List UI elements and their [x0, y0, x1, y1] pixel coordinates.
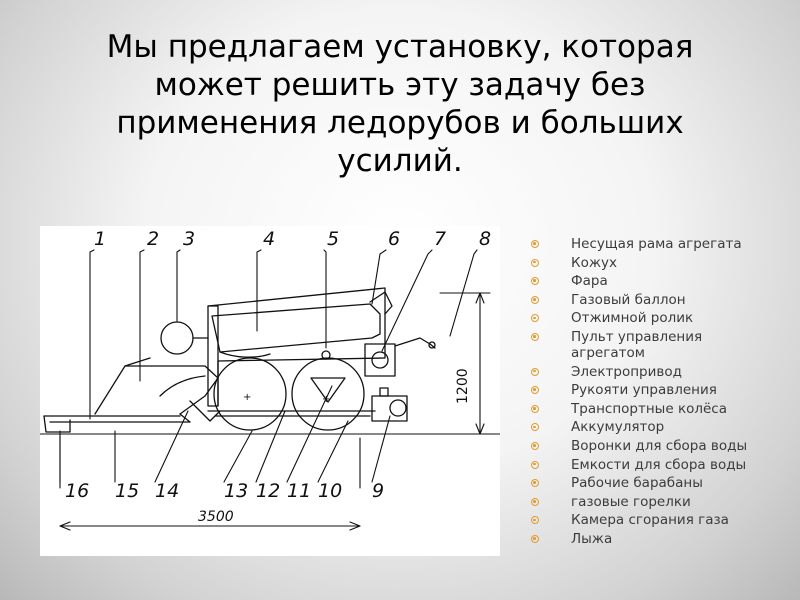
legend-item-label: Электропривод: [571, 363, 682, 380]
dimension-1200: [440, 293, 490, 434]
part-label-16: 16: [65, 480, 90, 502]
svg-text:+: +: [322, 394, 331, 405]
bullet-icon: [531, 516, 539, 524]
legend-item-label: Пульт управления агрегатом: [571, 328, 703, 361]
bullet-icon: [531, 535, 539, 543]
slide-title: Мы предлагаем установку, которая может решить эту задачу без применения ледорубов и больших усилий.: [106, 29, 694, 179]
legend-item-label: Воронки для сбора воды: [571, 437, 748, 454]
part-label-11: 11: [287, 480, 312, 502]
legend-item-label: Лыжа: [571, 530, 613, 547]
svg-text:+: +: [243, 392, 252, 403]
part-label-2: 2: [147, 228, 160, 250]
bullet-icon: [531, 386, 539, 394]
machine-body: [44, 288, 435, 432]
legend-item: [531, 236, 771, 252]
dimension-length-label: 3500: [198, 509, 234, 525]
bullet-icon: [531, 296, 539, 304]
legend-item-label: Транспортные колёса: [571, 400, 727, 417]
legend-list: [531, 236, 771, 550]
legend-item: [531, 329, 771, 361]
legend-item-label: Несущая рама агрегата: [571, 236, 742, 252]
part-label-9: 9: [372, 480, 385, 502]
legend-item: [531, 512, 771, 528]
legend-item-label: Кожух: [571, 254, 617, 271]
part-label-6: 6: [388, 228, 401, 250]
part-label-10: 10: [318, 480, 343, 502]
bullet-icon: [531, 277, 539, 285]
legend-item: [531, 255, 771, 271]
legend-item: [531, 273, 771, 289]
part-label-13: 13: [224, 480, 249, 502]
bullet-icon: [531, 240, 539, 248]
bullet-icon: [531, 423, 539, 431]
part-label-15: 15: [115, 480, 140, 502]
legend-item-label: Камера сгорания газа: [571, 512, 729, 529]
part-label-7: 7: [434, 228, 447, 250]
bullet-icon: [531, 442, 539, 450]
legend-item: [531, 419, 771, 435]
bullet-icon: [531, 259, 539, 267]
legend-item: [531, 310, 771, 326]
bullet-icon: [531, 479, 539, 487]
part-label-12: 12: [256, 480, 281, 502]
legend-item-label: Фара: [571, 273, 608, 290]
dimension-3500: [60, 509, 360, 530]
part-label-1: 1: [94, 228, 107, 250]
dimension-height-label: 1200: [455, 368, 471, 404]
legend-item: [531, 292, 771, 308]
legend-item: [531, 494, 771, 510]
legend-item: [531, 401, 771, 417]
bullet-icon: [531, 498, 539, 506]
legend-item-label: Рабочие барабаны: [571, 475, 703, 492]
technical-drawing: [40, 226, 500, 556]
legend-item: [531, 364, 771, 380]
leader-lines: [60, 250, 477, 482]
part-label-3: 3: [183, 228, 196, 250]
legend-item-label: Аккумулятор: [571, 419, 665, 436]
bullet-icon: [531, 314, 539, 322]
legend-item-label: Емкости для сбора воды: [571, 456, 747, 473]
legend-item: [531, 382, 771, 398]
bullet-icon: [531, 333, 539, 341]
legend-item: [531, 475, 771, 491]
bullet-icon: [531, 405, 539, 413]
legend-item-label: Рукояти управления: [571, 382, 717, 399]
part-label-8: 8: [479, 228, 492, 250]
legend-item-label: Отжимной ролик: [571, 310, 694, 327]
legend-item-label: газовые горелки: [571, 493, 691, 510]
part-label-4: 4: [263, 228, 276, 250]
bullet-icon: [531, 368, 539, 376]
part-label-14: 14: [155, 480, 180, 502]
legend-item-label: Газовый баллон: [571, 291, 686, 308]
legend-item: [531, 531, 771, 547]
legend-item: [531, 457, 771, 473]
bullet-icon: [531, 461, 539, 469]
part-label-5: 5: [327, 228, 340, 250]
legend-item: [531, 438, 771, 454]
